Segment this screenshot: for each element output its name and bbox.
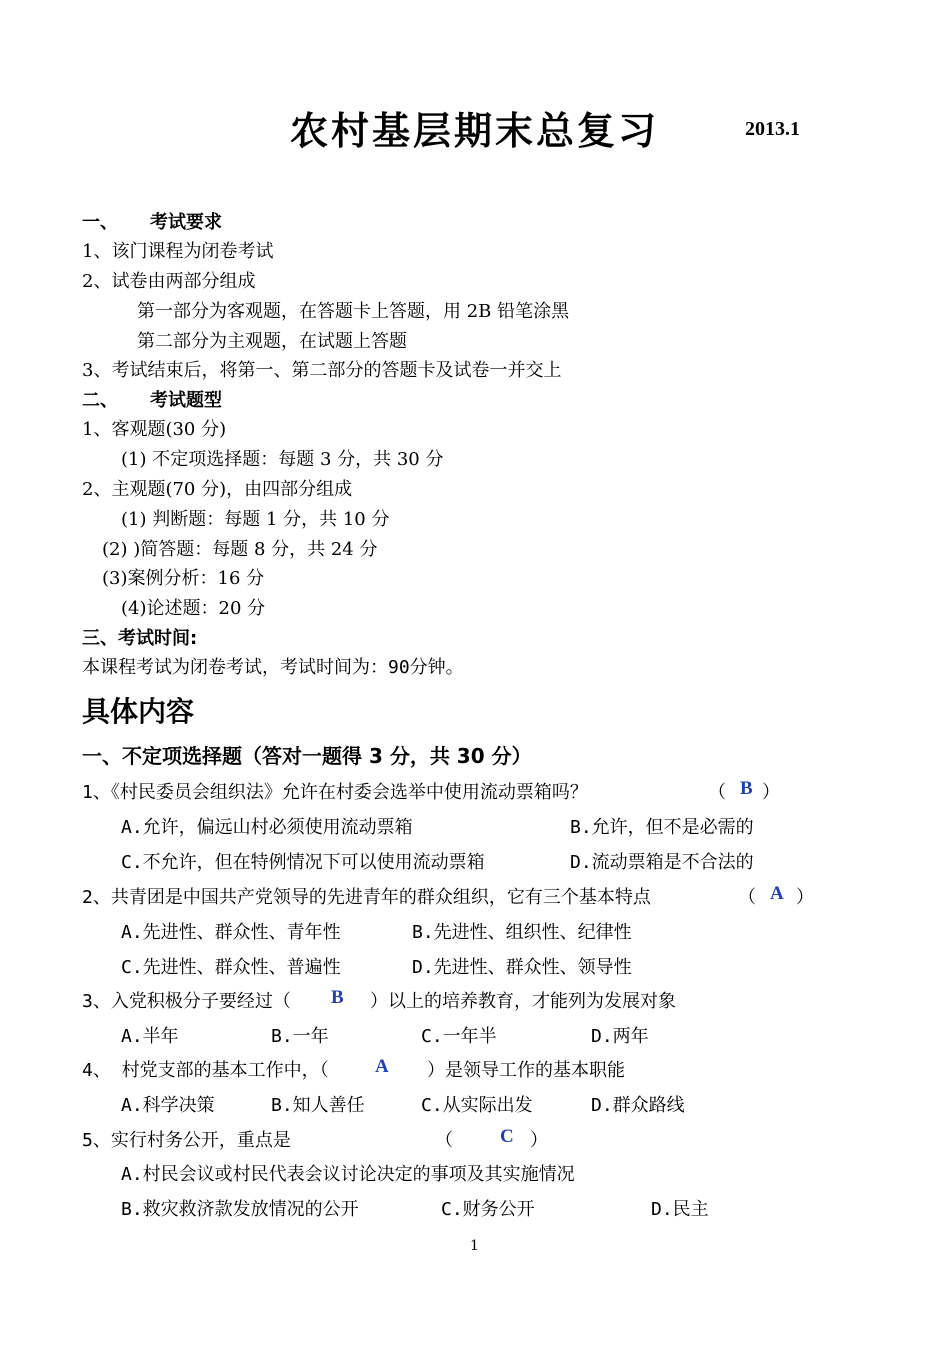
type-line: 2、主观题(70 分)，由四部分组成 (82, 479, 353, 500)
content-heading: 具体内容 (82, 695, 195, 728)
answer-paren-close: ） (796, 887, 814, 908)
question-text: 1、《村民委员会组织法》允许在村委会选举中使用流动票箱吗？ (82, 782, 588, 803)
option: A.半年 (121, 1026, 179, 1047)
page-title: 农村基层期末总复习 (290, 108, 660, 153)
question-text: 5、实行村务公开，重点是 (82, 1130, 291, 1151)
option: A.村民会议或村民代表会议讨论决定的事项及其实施情况 (121, 1164, 575, 1185)
option: D.先进性、群众性、领导性 (412, 957, 632, 978)
option: C.从实际出发 (421, 1095, 533, 1116)
option: D.民主 (651, 1199, 709, 1220)
answer-paren-open: （ (435, 1130, 453, 1151)
option: B.允许，但不是必需的 (570, 817, 754, 838)
answer-paren-open: （ (708, 782, 726, 803)
answer: A (375, 1056, 389, 1077)
requirement-line: 第二部分为主观题，在试题上答题 (137, 331, 407, 352)
type-line: 1、客观题(30 分) (82, 419, 227, 440)
section-number: 一、 (82, 212, 118, 233)
answer-paren-open: （ (738, 887, 756, 908)
answer-paren-close: ） (762, 782, 780, 803)
section-title: 考试要求 (150, 212, 222, 233)
type-line: (1) 判断题：每题 1 分，共 10 分 (121, 509, 390, 530)
option: B.知人善任 (271, 1095, 365, 1116)
type-line: (3)案例分析：16 分 (102, 568, 265, 589)
option: A.允许，偏远山村必须使用流动票箱 (121, 817, 413, 838)
section-title: 考试题型 (150, 390, 222, 411)
part-heading: 一、不定项选择题（答对一题得 3 分，共 30 分） (82, 744, 532, 768)
question-text: 3、入党积极分子要经过（ (82, 991, 291, 1012)
type-line: (4)论述题：20 分 (121, 598, 266, 619)
option: A.科学决策 (121, 1095, 215, 1116)
option: A.先进性、群众性、青年性 (121, 922, 341, 943)
question-text: 2、共青团是中国共产党领导的先进青年的群众组织，它有三个基本特点 (82, 887, 651, 908)
answer-paren-close: ） (530, 1130, 548, 1151)
requirement-line: 3、考试结束后，将第一、第二部分的答题卡及试卷一并交上 (82, 360, 562, 381)
option: C.一年半 (421, 1026, 497, 1047)
requirement-line: 1、该门课程为闭卷考试 (82, 241, 274, 262)
option: B.一年 (271, 1026, 329, 1047)
option: B.救灾救济款发放情况的公开 (121, 1199, 359, 1220)
exam-time-text: 本课程考试为闭卷考试，考试时间为：90分钟。 (82, 657, 464, 678)
option: B.先进性、组织性、纪律性 (412, 922, 632, 943)
question-text-cont: ）以上的培养教育，才能列为发展对象 (370, 991, 676, 1012)
option: D.流动票箱是不合法的 (570, 852, 754, 873)
option: C.先进性、群众性、普遍性 (121, 957, 341, 978)
section-heading: 三、考试时间: (82, 628, 198, 649)
requirement-line: 2、试卷由两部分组成 (82, 271, 256, 292)
page-number: 1 (470, 1238, 479, 1254)
option: C.财务公开 (441, 1199, 535, 1220)
option: C.不允许，但在特例情况下可以使用流动票箱 (121, 852, 485, 873)
type-line: (2) )简答题：每题 8 分，共 24 分 (102, 539, 378, 560)
option: D.群众路线 (591, 1095, 685, 1116)
question-text-cont: ）是领导工作的基本职能 (427, 1060, 625, 1081)
question-text: 4、 村党支部的基本工作中，（ (82, 1060, 329, 1081)
requirement-line: 第一部分为客观题，在答题卡上答题，用 2B 铅笔涂黑 (137, 301, 570, 322)
option: D.两年 (591, 1026, 649, 1047)
answer: B (331, 987, 344, 1008)
answer: B (740, 778, 753, 799)
answer: C (500, 1126, 514, 1147)
section-number: 二、 (82, 390, 118, 411)
date: 2013.1 (745, 118, 800, 140)
type-line: (1) 不定项选择题：每题 3 分，共 30 分 (121, 449, 444, 470)
answer: A (770, 883, 784, 904)
